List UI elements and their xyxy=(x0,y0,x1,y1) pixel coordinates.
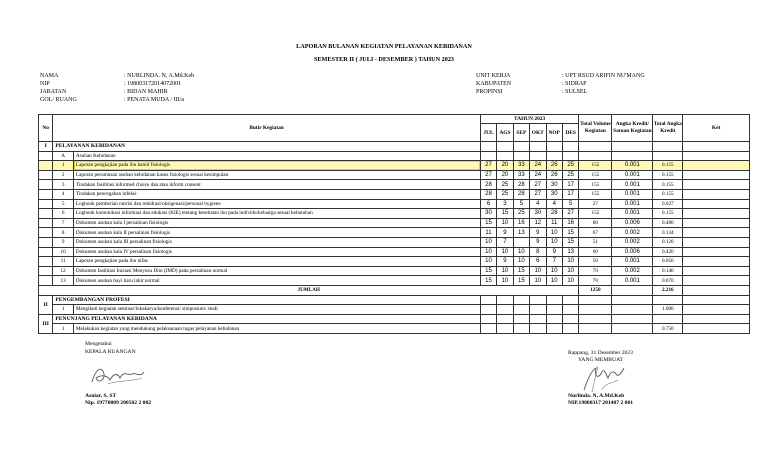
month-value: 11 xyxy=(546,218,562,228)
month-value: 27 xyxy=(480,161,496,171)
total-volume: 155 xyxy=(579,161,612,171)
month-value: 4 xyxy=(530,199,546,209)
signature-right-image xyxy=(578,362,628,396)
ket-cell xyxy=(683,218,750,228)
angka-kredit xyxy=(612,324,653,334)
month-value: 9 xyxy=(530,228,546,238)
jumlah-label: JUMLAH xyxy=(39,285,579,295)
month-value: 10 xyxy=(546,276,562,286)
month-value: 20 xyxy=(497,161,513,171)
id-value-unit: : UPT RSUD ARIFIN NU'MANG xyxy=(562,73,645,79)
ket-cell xyxy=(683,237,750,247)
id-value-nip: : 198003172014072001 xyxy=(124,81,182,87)
total-angka-kredit: 0.155 xyxy=(653,189,683,199)
angka-kredit: 0.001 xyxy=(612,209,653,219)
jumlah-row xyxy=(39,285,750,295)
id-label-propinsi: PROPINSI xyxy=(476,89,503,95)
month-value: 26 xyxy=(546,170,562,180)
id-label-nip: NIP xyxy=(40,81,50,87)
total-volume: 70 xyxy=(579,266,612,276)
month-value: 10 xyxy=(562,276,578,286)
row-description: Dokumen asuhan kala IV persalinan fisiologis xyxy=(73,247,480,257)
row-number: 13 xyxy=(53,276,74,286)
month-value: 25 xyxy=(497,189,513,199)
total-angka-kredit: 1.000 xyxy=(653,305,683,315)
angka-kredit: 0.001 xyxy=(612,180,653,190)
jumlah-total-volume: 1250 xyxy=(579,285,612,295)
id-label-jabatan: JABATAN xyxy=(40,89,67,95)
total-angka-kredit: 0.480 xyxy=(653,218,683,228)
row-description: Laporan pengkajian pada ibu nifas xyxy=(73,257,480,267)
month-value: 6 xyxy=(480,199,496,209)
month-value: 10 xyxy=(530,276,546,286)
row-description: Logbook pemberian nutrisi dan rehidrasi/oksigenasi/personal hygiene xyxy=(73,199,480,209)
id-value-jabatan: : BIDAN MAHIR xyxy=(124,89,168,95)
month-value: 16 xyxy=(513,218,529,228)
empty-cell xyxy=(653,314,683,324)
month-value: 28 xyxy=(480,189,496,199)
empty-cell xyxy=(513,295,529,305)
row-description: Dokumen fasilitasi Inisiasi Menyusu Dini (IMD) pada persalinan normal xyxy=(73,266,480,276)
month-value xyxy=(530,324,546,334)
ket-cell xyxy=(683,228,750,238)
month-value: 11 xyxy=(480,228,496,238)
total-volume: 50 xyxy=(579,257,612,267)
row-number: 1 xyxy=(53,161,74,171)
empty-cell xyxy=(653,295,683,305)
id-value-nama: : NURLINDA. N, A.Md.Keb xyxy=(124,73,195,79)
table-row xyxy=(39,228,750,238)
month-value xyxy=(530,305,546,315)
table-row xyxy=(39,170,750,180)
row-description: Tindakan pencegahan infeksi xyxy=(73,189,480,199)
empty-cell xyxy=(39,218,53,228)
total-angka-kredit: 0.134 xyxy=(653,228,683,238)
empty-cell xyxy=(562,295,578,305)
month-value: 27 xyxy=(530,189,546,199)
col-tahun: TAHUN 2023 xyxy=(480,115,579,124)
month-value: 9 xyxy=(497,257,513,267)
total-volume xyxy=(579,324,612,334)
month-value xyxy=(562,305,578,315)
row-description: Melakukan kegiatan yang mendukung pelaksanaan tugas pelayanan kebidanan xyxy=(73,324,480,334)
empty-cell xyxy=(530,314,546,324)
month-value xyxy=(497,324,513,334)
empty-cell xyxy=(497,295,513,305)
id-value-gol: : PENATA MUDA / III/a xyxy=(124,97,184,103)
col-month: SEP xyxy=(513,124,529,142)
month-value: 30 xyxy=(546,180,562,190)
section-title: PELAYANAN KEBIDANAN xyxy=(53,142,480,152)
month-value: 9 xyxy=(497,228,513,238)
ket-cell xyxy=(683,199,750,209)
row-number: 10 xyxy=(53,247,74,257)
row-number: 1 xyxy=(53,305,74,315)
empty-cell xyxy=(39,228,53,238)
table-row xyxy=(39,209,750,219)
total-angka-kredit: 0.420 xyxy=(653,247,683,257)
empty-cell xyxy=(612,295,653,305)
total-angka-kredit: 0.155 xyxy=(653,161,683,171)
month-value: 4 xyxy=(546,199,562,209)
empty-cell xyxy=(612,285,653,295)
empty-cell xyxy=(612,314,653,324)
total-volume: 60 xyxy=(579,247,612,257)
empty-cell xyxy=(39,189,53,199)
row-description: Dokumen asuhan kala I persalinan fisiologis xyxy=(73,218,480,228)
month-value: 24 xyxy=(530,170,546,180)
month-value: 16 xyxy=(562,218,578,228)
month-value: 10 xyxy=(562,257,578,267)
month-value: 7 xyxy=(546,257,562,267)
month-value: 15 xyxy=(497,209,513,219)
row-number: 11 xyxy=(53,257,74,267)
empty-cell xyxy=(513,314,529,324)
empty-cell xyxy=(39,237,53,247)
month-value: 24 xyxy=(530,161,546,171)
angka-kredit: 0.001 xyxy=(612,189,653,199)
row-description: Mengikuti kegiatan seminar/lokakarya/konferensi/ simposium/ studi xyxy=(73,305,480,315)
angka-kredit: 0.002 xyxy=(612,237,653,247)
total-volume: 155 xyxy=(579,209,612,219)
angka-kredit: 0.006 xyxy=(612,247,653,257)
month-value xyxy=(513,305,529,315)
empty-cell xyxy=(480,314,496,324)
report-subtitle: SEMESTER II ( JULI - DESEMBER ) TAHUN 2023 xyxy=(313,56,455,63)
row-number: 8 xyxy=(53,228,74,238)
month-value: 25 xyxy=(562,161,578,171)
col-month: JUL xyxy=(480,124,496,142)
month-value: 12 xyxy=(530,218,546,228)
row-number: 7 xyxy=(53,218,74,228)
empty-cell xyxy=(683,314,750,324)
month-value: 27 xyxy=(562,209,578,219)
subsection-title: Asuhan Kebidanan xyxy=(73,151,480,161)
month-value: 28 xyxy=(513,180,529,190)
month-value xyxy=(562,324,578,334)
month-value: 10 xyxy=(546,266,562,276)
angka-kredit: 0.006 xyxy=(612,218,653,228)
month-value: 3 xyxy=(497,199,513,209)
month-value: 28 xyxy=(480,180,496,190)
month-value: 15 xyxy=(480,276,496,286)
row-description: Tindakan fasilitasi informed choice dan atau inform consent xyxy=(73,180,480,190)
month-value: 25 xyxy=(513,209,529,219)
col-month: DES xyxy=(562,124,578,142)
month-value: 15 xyxy=(562,228,578,238)
ket-cell xyxy=(683,170,750,180)
month-value: 5 xyxy=(513,199,529,209)
id-value-propinsi: : SULSEL xyxy=(562,89,588,95)
sign-left-line1: Mengetahui xyxy=(85,341,112,347)
col-month: AGS xyxy=(497,124,513,142)
ket-cell xyxy=(683,285,750,295)
empty-cell xyxy=(39,247,53,257)
empty-cell xyxy=(39,266,53,276)
total-angka-kredit: 0.140 xyxy=(653,266,683,276)
month-value: 17 xyxy=(562,180,578,190)
month-value: 30 xyxy=(546,189,562,199)
sign-left-nip: Nip. 19770809 200502 2 002 xyxy=(85,400,152,406)
empty-cell xyxy=(39,161,53,171)
month-value: 25 xyxy=(562,170,578,180)
id-label-unit: UNIT KERJA xyxy=(476,73,511,79)
sign-left-name: Asniar, S. ST xyxy=(85,393,117,399)
total-volume: 70 xyxy=(579,276,612,286)
month-value: 10 xyxy=(497,218,513,228)
table-row xyxy=(39,218,750,228)
row-description: Logbook komunikasi informasi dan edukasi (KIE) tentang kesehatan ibu pada individu/keluarga sesuai kebutuhan xyxy=(73,209,480,219)
month-value xyxy=(546,305,562,315)
month-value: 10 xyxy=(513,247,529,257)
month-value: 15 xyxy=(513,276,529,286)
total-volume: 27 xyxy=(579,199,612,209)
sign-right-nip: NIP.19800317 201407 2 001 xyxy=(568,400,634,406)
sign-right-name: Nurlinda. N, A.Md.Keb xyxy=(568,393,625,399)
ket-cell xyxy=(683,189,750,199)
row-description: Laporan pengkajian pada ibu hamil fisiologis xyxy=(73,161,480,171)
table-row xyxy=(39,161,750,171)
empty-cell xyxy=(39,180,53,190)
table-row xyxy=(39,266,750,276)
empty-cell xyxy=(562,314,578,324)
month-value xyxy=(480,324,496,334)
total-volume: 155 xyxy=(579,180,612,190)
total-volume: 80 xyxy=(579,218,612,228)
ket-cell xyxy=(683,324,750,334)
ket-cell xyxy=(683,161,750,171)
sign-right-line2: YANG MEMBUAT xyxy=(578,357,623,363)
month-value: 10 xyxy=(497,266,513,276)
ket-cell xyxy=(683,180,750,190)
month-value: 6 xyxy=(530,257,546,267)
section-number: II xyxy=(39,295,53,314)
total-angka-kredit: 0.155 xyxy=(653,180,683,190)
month-value: 15 xyxy=(480,266,496,276)
activity-table xyxy=(38,114,750,334)
section-title: PENUNJANG PELAYANAN KEBIDANA xyxy=(53,314,480,324)
id-label-kabupaten: KABUPATEN xyxy=(476,81,512,87)
col-total-volume: Total Volume Kegiatan xyxy=(579,115,612,142)
empty-cell xyxy=(497,314,513,324)
empty-cell xyxy=(39,170,53,180)
month-value: 15 xyxy=(513,266,529,276)
month-value: 10 xyxy=(480,247,496,257)
month-value: 10 xyxy=(497,276,513,286)
month-value: 10 xyxy=(513,257,529,267)
month-value xyxy=(513,324,529,334)
report-title: LAPORAN BULANAN KEGIATAN PELAYANAN KEBIDANAN xyxy=(296,43,472,50)
angka-kredit: 0.001 xyxy=(612,257,653,267)
row-description: Laporan perumusan asuhan kebidanan kasus fisiologis sesuai kesimpulan xyxy=(73,170,480,180)
empty-cell xyxy=(39,276,53,286)
total-volume: 155 xyxy=(579,189,612,199)
angka-kredit: 0.001 xyxy=(612,199,653,209)
empty-cell xyxy=(579,314,612,324)
ket-cell xyxy=(683,276,750,286)
section-row-1 xyxy=(39,142,750,152)
row-description: Dokumen asuhan bayi baru lahir normal xyxy=(73,276,480,286)
sign-left-line2: KEPALA RUANGAN xyxy=(85,349,136,355)
month-value: 30 xyxy=(480,209,496,219)
total-angka-kredit: 0.027 xyxy=(653,199,683,209)
ket-cell xyxy=(683,305,750,315)
month-value: 9 xyxy=(530,237,546,247)
row-number: 9 xyxy=(53,237,74,247)
month-value: 8 xyxy=(530,247,546,257)
month-value: 10 xyxy=(530,266,546,276)
month-value xyxy=(480,305,496,315)
table-row xyxy=(39,305,750,315)
total-angka-kredit: 0.155 xyxy=(653,209,683,219)
total-volume: 67 xyxy=(579,228,612,238)
signature-left-image xyxy=(88,360,152,390)
empty-cell xyxy=(39,199,53,209)
section-row xyxy=(39,314,750,324)
row-number: 1 xyxy=(53,324,74,334)
col-month: OKT xyxy=(530,124,546,142)
month-value: 20 xyxy=(497,170,513,180)
empty-cell xyxy=(546,295,562,305)
month-value xyxy=(513,237,529,247)
month-value: 15 xyxy=(480,218,496,228)
row-number: 5 xyxy=(53,199,74,209)
angka-kredit: 0.001 xyxy=(612,276,653,286)
subsection-letter: A xyxy=(53,151,74,161)
empty-cell xyxy=(480,295,496,305)
month-value: 30 xyxy=(530,209,546,219)
month-value: 10 xyxy=(480,237,496,247)
month-value: 10 xyxy=(497,247,513,257)
month-value: 5 xyxy=(562,199,578,209)
month-value: 9 xyxy=(546,247,562,257)
jumlah-total-angka: 2.216 xyxy=(653,285,683,295)
month-value: 7 xyxy=(497,237,513,247)
angka-kredit: 0.002 xyxy=(612,266,653,276)
table-row xyxy=(39,324,750,334)
total-angka-kredit: 0.120 xyxy=(653,237,683,247)
col-ket: Ket xyxy=(683,115,750,142)
ket-cell xyxy=(683,266,750,276)
section-number: I xyxy=(39,142,53,152)
month-value: 13 xyxy=(562,247,578,257)
month-value: 26 xyxy=(546,161,562,171)
month-value xyxy=(497,305,513,315)
id-label-gol: GOL/ RUANG xyxy=(40,97,77,103)
total-angka-kredit: 0.750 xyxy=(653,324,683,334)
total-angka-kredit: 0.070 xyxy=(653,276,683,286)
month-value: 28 xyxy=(546,209,562,219)
table-row xyxy=(39,199,750,209)
table-row xyxy=(39,180,750,190)
col-butir: Butir Kegiatan xyxy=(53,115,480,142)
col-month: NOP xyxy=(546,124,562,142)
row-description: Dokumen asuhan kala II persalinan fisiologis xyxy=(73,228,480,238)
table-row xyxy=(39,257,750,267)
section-row xyxy=(39,295,750,305)
month-value: 15 xyxy=(562,237,578,247)
table-row xyxy=(39,276,750,286)
angka-kredit: 0.002 xyxy=(612,228,653,238)
row-number: 12 xyxy=(53,266,74,276)
section-title: PENGEMBANGAN PROFESI xyxy=(53,295,480,305)
month-value: 10 xyxy=(546,228,562,238)
empty-cell xyxy=(530,295,546,305)
month-value: 28 xyxy=(513,189,529,199)
row-number: 6 xyxy=(53,209,74,219)
id-value-kabupaten: : SIDRAP xyxy=(562,81,587,87)
section-number: III xyxy=(39,314,53,333)
subsection-row-a xyxy=(39,151,750,161)
month-value: 10 xyxy=(480,257,496,267)
row-number: 4 xyxy=(53,189,74,199)
total-angka-kredit: 0.050 xyxy=(653,257,683,267)
id-label-nama: NAMA xyxy=(40,73,59,79)
ket-cell xyxy=(683,257,750,267)
ket-cell xyxy=(683,247,750,257)
month-value: 27 xyxy=(480,170,496,180)
angka-kredit: 0.001 xyxy=(612,161,653,171)
empty-cell xyxy=(683,295,750,305)
col-total-angka: Total Angka Kredit xyxy=(653,115,683,142)
angka-kredit xyxy=(612,305,653,315)
angka-kredit: 0.001 xyxy=(612,170,653,180)
total-volume xyxy=(579,305,612,315)
col-no: No xyxy=(39,115,53,142)
table-row xyxy=(39,189,750,199)
empty-cell xyxy=(579,295,612,305)
total-volume: 155 xyxy=(579,170,612,180)
table-row xyxy=(39,237,750,247)
month-value xyxy=(546,324,562,334)
row-number: 2 xyxy=(53,170,74,180)
month-value: 10 xyxy=(562,266,578,276)
month-value: 10 xyxy=(546,237,562,247)
row-number: 3 xyxy=(53,180,74,190)
sign-right-line1: Rappang, 31 Desember 2023 xyxy=(568,350,633,356)
col-angka-kredit: Angka Kredit/ Satuan Kegiatan xyxy=(612,115,653,142)
month-value: 17 xyxy=(562,189,578,199)
empty-cell xyxy=(546,314,562,324)
table-row xyxy=(39,247,750,257)
month-value: 33 xyxy=(513,170,529,180)
month-value: 13 xyxy=(513,228,529,238)
month-value: 33 xyxy=(513,161,529,171)
total-volume: 51 xyxy=(579,237,612,247)
empty-cell xyxy=(39,257,53,267)
month-value: 25 xyxy=(497,180,513,190)
total-angka-kredit: 0.155 xyxy=(653,170,683,180)
empty-cell xyxy=(39,209,53,219)
ket-cell xyxy=(683,209,750,219)
month-value: 27 xyxy=(530,180,546,190)
row-description: Dokumen asuhan kala III persalinan fisiologis xyxy=(73,237,480,247)
